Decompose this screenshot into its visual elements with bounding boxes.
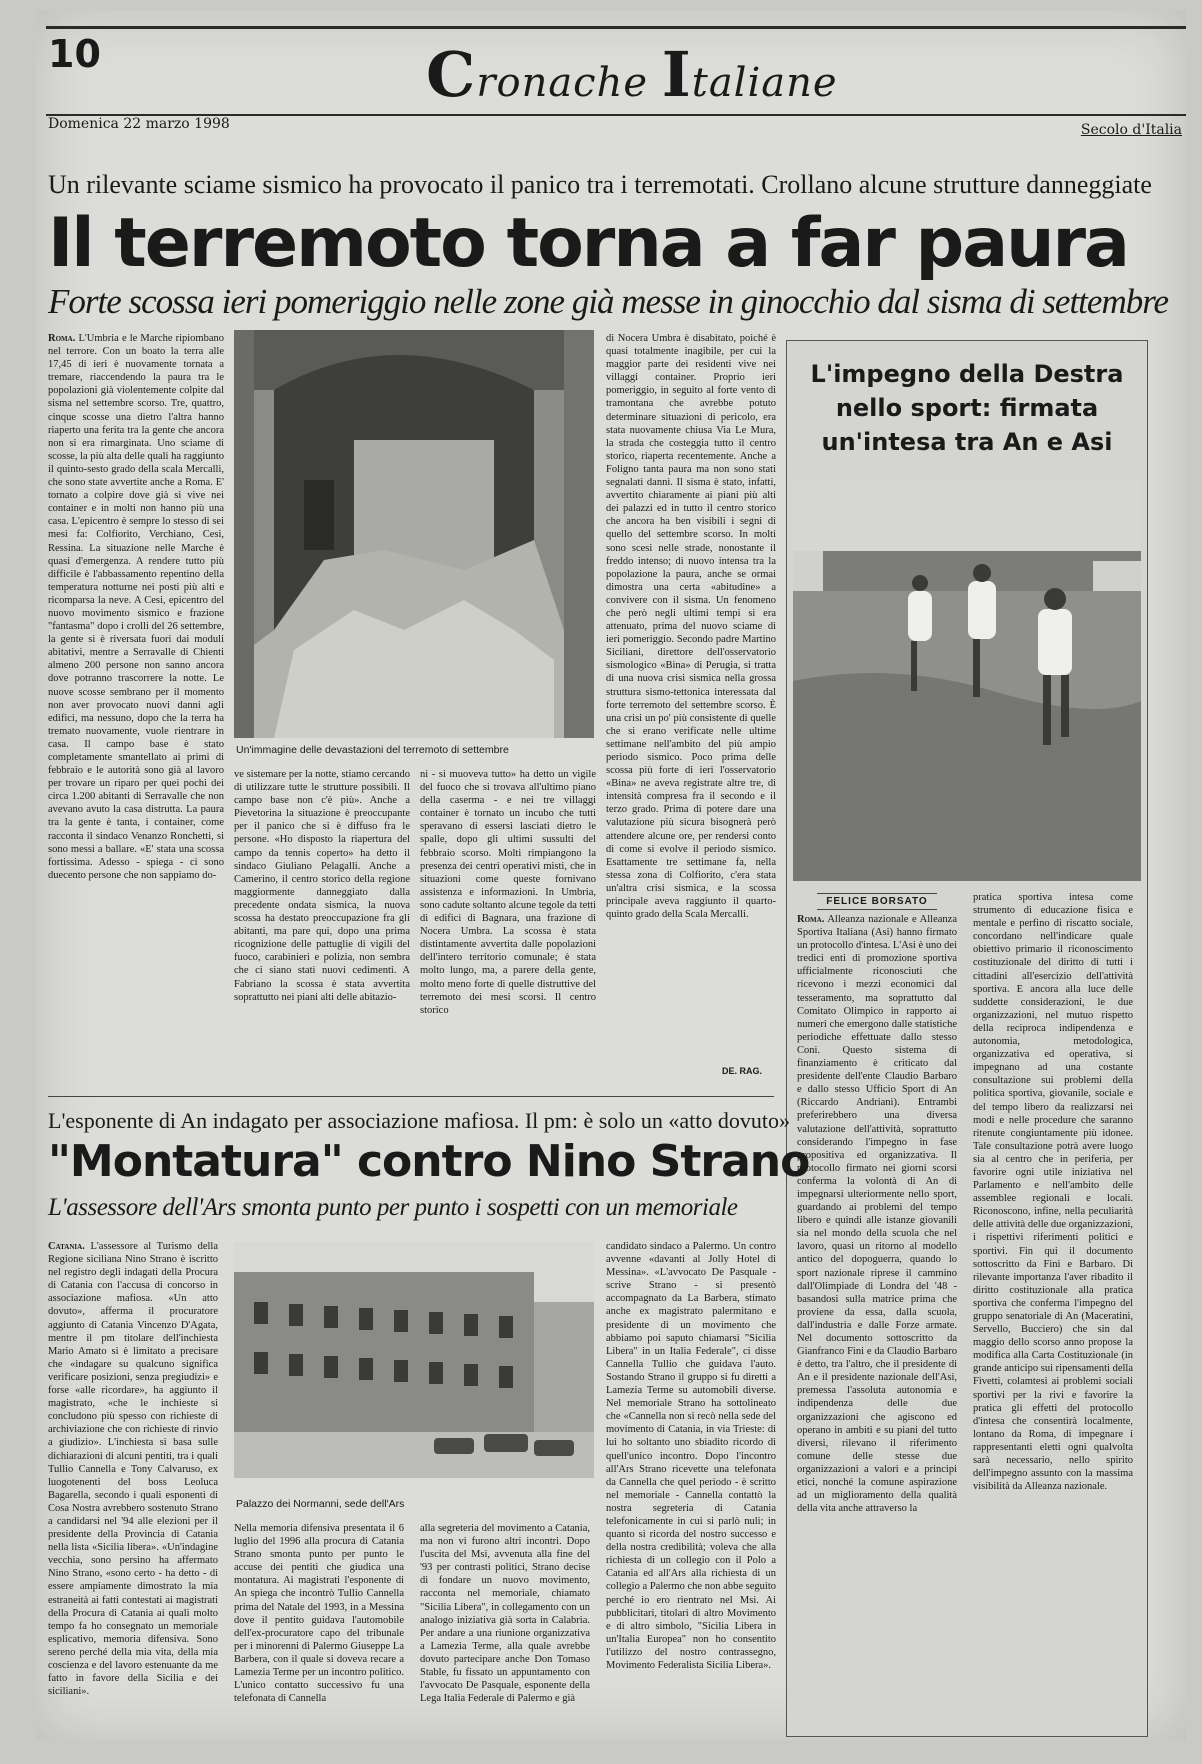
page-number: 10	[48, 32, 101, 76]
palazzo-photo-illustration	[234, 1242, 594, 1478]
sidebar-column-1-text: Alleanza nazionale e Alleanza Sportiva Italiana (Asi) hanno firmato un protocollo d'intesa. L'Asi è uno dei tredici enti di promozione sportiva ufficialmente riconosciuti che ricevono i mezzi economici dal tesseramento, ma soprattutto dal Comitato Olimpico in rapporto ai numeri che emergono dalle statistiche periodiche effettuate dallo stesso Coni. Questo sistema di finanziamento è criticato dal presidente dell'ente Claudio Barbaro e dallo stesso Ufficio Sport di An (Riccardo Andriani). Entrambi preferirebbero una diversa valutazione dell'attività, soprattutto considerando l'impegno in fase propositiva ed organizzativa. Il protocollo firmato nei giorni scorsi conferma la volontà di An di impegnarsi ulteriormente nello sport, guardando ai problemi del tempo libero e quindi alle istanze giovanili sia nel mondo della scuola che nel lavoro, quasi un ritorno al modello antico del dopoguerra, quando lo sport nazionale riprese il cammino dall'Olimpiade di Londra del '48 - basandosi sulla matrice prima che proviene da essa, dalla scuola, dall'industria e dalle Forze armate. Nel documento sottoscritto da Gianfranco Fini e da Claudio Barbaro è detto, tra l'altro, che il presidente di An e il presidente nazionale dell'Asi, premessa l'assoluta autonomia e indipendenza delle due organizzazioni che agiscono ed operano in ambiti e su piani del tutto diversi, rilevano il riferimento comune delle stesse due organizzazioni a valori e a principi etici, nonché la comune aspirazione ad un miglioramento della qualità della vita anche attraverso la	[797, 914, 957, 1515]
article2-column-4: candidato sindaco a Palermo. Un contro avvenne «davanti al Jolly Hotel di Messina». «L'avvocato De Pasquale - scrive Strano - si presentò accompagnato da La Barbera, stimato anche ex magistrato palermitano e presidente di un movimento che abbiamo poi saputo chiamarsi "Sicilia Libera" in un Italia Federale", ci disse Cannella Tullio che guidava l'auto. Sostando Strano il gruppo si fu diretti a Lamezia Terme su automobili diverse. Nel memoriale Strano ha sottolineato che «Cannella non si recò nella sede del movimento di Catania, in via Trieste: di lui ho soltanto uno sbiadito ricordo di quell'unico incontro. Dopo l'incontro all'Ars Strano ricevette una telefonata da Cannella che quel periodo - è scritto nel memoriale - Cannella contattò la nostra segreteria di Catania telefonicamente in cui si parlò nuli; in quanto si ricorda del nostro successo e della nostra credibilità; voleva che alla richiesta di un collegio con il Polo a Catania ed all'Ars alla richiesta di un collegio a Palermo che non abbe seguito perché io ero rientrato nel Msi. Ai pubblicitari, titolari di altro Movimento e di altro simbolo, "Sicilia Libera in un'Italia Europea" non ho consentito l'utilizzo del nostro contrassegno, Movimento Federalista Sicilia Libera».	[606, 1241, 776, 1671]
article1-photo-rubble	[234, 330, 594, 738]
sidebar-headline: L'impegno della Destra nello sport: firmata un'intesa tra An e Asi	[810, 360, 1124, 456]
newspaper-page	[36, 10, 1186, 1740]
article1-column-2: ve sistemare per la notte, stiamo cercando di utilizzare tutte le strutture possibili. Il campo base non c'è più». Anche a Pievetorina la situazione è preoccupante per il panico che si è diffuso fra le persone. «Ho disposto la riapertura del campo da tennis coperto» ha detto il sindaco Giuliano Pelagalli. Anche a Camerino, il centro storico della regione maggiormente danneggiato dalla precedente ondata sismica, la nuova scossa ha destato preoccupazione fra gli abitanti, ma pare qui, dopo una prima ricognizione delle pattuglie di vigili del fuoco, carabinieri e polizia, non sembra che ci siano stati nuovi cedimenti. A Fabriano la scossa è stata avvertita soprattutto nei piani alti delle abitazio-	[234, 769, 410, 1003]
article1-column-4: di Nocera Umbra è disabitato, poiché è quasi totalmente inagibile, per cui la maggior parte dei residenti vive nei villaggi container. Proprio ieri pomeriggio, in seguito al forte vento di tramontana che avrebbe potuto determinare situazioni di pericolo, era stata nuovamente chiusa Via Le Mura, la strada che costeggia tutto il centro storico, riaperta recentemente. Anche a Foligno tanta paura ma non sono stati segnalati danni. Il sisma è stato, infatti, avvertito chiaramente ai piani più alti dei palazzi ed in tutto il centro storico che ancora ha ben visibili i segni di quello del settembre scorso. In molti sono scesi nelle strade, nonostante il freddo intenso; di nuovo intensa tra la popolazione la paura, anche se ormai dimostra una certa «abitudine» a convivere con il sisma. Un fenomeno che però negli ultimi tempi si era attenuato, prima del nuovo sciame di ieri pomeriggio. Secondo padre Martino Siciliani, direttore dell'osservatorio sismologico «Bina» di Perugia, si tratta di una nuova crisi sismica nella grossa struttura sismo-tettonica interessata dal forte terremoto del settembre scorso. È una crisi un po' più consistente di quelle che si erano verificate nelle ultime settimane nell'ambito del più ampio periodo sismico. Poco prima delle scossa più forte di ieri l'osservatorio «Bina» ne aveva registrate altre tre, di intensità compresa fra il secondo e il terzo grado. Prima di potere dare una valutazione più sicura bisognerà però attendere alcune ore, per rendersi conto di come si evolve il periodo sismico. Esattamente tre settimane fa, nella stessa zona di Colfiorito, c'era stata un'altra crisi sismica, e la scossa principale aveva raggiunto il quarto-quinto grado della Scala Mercalli.	[606, 333, 776, 921]
sidebar-sport-article	[786, 340, 1148, 1737]
article1-headline: Il terremoto torna a far paura	[48, 204, 1128, 283]
article2-column-1-text: L'assessore al Turismo della Regione siciliana Nino Strano è iscritto nel registro degli indagati della Procura di Catania con l'accusa di concorso in associazione mafiosa. «Un atto dovuto», afferma il procuratore aggiunto di Catania Vincenzo D'Agata, mentre il pm titolare dell'inchiesta Mario Amato si è limitato a precisare che «indagare su qualcuno significa verificare posizioni, senza pregiudizi» e forse «alle ricordare», ha aggiunto il magistrato, «che le inchieste si concludono più spesso con richieste di archiviazione che con richieste di rinvio a giudizio». L'inchiesta si basa sulle dichiarazioni di alcuni pentiti, tra i quali Tullio Cannella e Tony Calvaruso, ex luogotenenti del boss Leoluca Bagarella, secondo i quali esponenti di Cosa Nostra avrebbero sostenuto Strano a candidarsi nel '94 alle elezioni per il presidente della Provincia di Catania nella lista «Sicilia libera». «Un'indagine vecchia, sono persino ha affermato Nino Strano, «sono certo - ha detto - di essere ampiamente dimostrato la mia estraneità ai fatti contestati ai magistrati della Procura di Catania ai quali molto tempo fa ho consegnato un memoriale esplicativo, memoria difensiva. Sono sereno perché della mia vita, della mia coscienza e del lavoro estenuante da me fatto in favore della Sicilia e dei siciliani».	[48, 1241, 218, 1698]
section-title-initial-i: I	[661, 38, 692, 111]
article1-column-1-text: L'Umbria e le Marche ripiombano nel terrore. Con un boato la terra alle 17,45 di ieri è nuovamente tornata a tremare, riaccendendo la paura tra le popolazioni già violentemente colpite dal sisma nel settembre scorso. Tre, quattro, cinque scosse una dietro l'altra hanno riaperto una ferita tra la gente che ancora non si era rimarginata. Uno sciame di scosse, la più alta delle quali ha raggiunto il quinto-sesto grado della scala Mercalli, che sono state avvertite anche a Roma. E' tornato a colpire dove già si vive nei container e in molti non hanno più una casa. L'epicentro è sempre lo stesso di sei mesi fa: Colfiorito, Verchiano, Cesi, Ressina. La situazione nelle Marche è quasi d'emergenza. A rendere tutto più difficile è l'abbassamento repentino della temperatura notturne nei posti più alti e ricomparsa la neve. A Cesi, epicentro del nuovo movimento sismico e frazione "fantasma" dopo i crolli del 26 settembre, la gente si è riversata fuori dai moduli abitativi, mentre a Serravalle di Chienti almeno 200 persone non sanno ancora dove potranno trascorrere la notte. Le nuove scosse sembrano per il momento non aver provocato nuovi danni agli edifici, ma nessuno, dopo che la terra ha tremato nuovamente, vuole rientrare in casa. Il campo base è stato completamente smantellato ai primi di febbraio e le autorità sono già al lavoro per trovare un riparo per quei pochi dei circa 1.200 abitanti di Serravalle che non avevano avuto la casa distrutta. La paura tra la gente è tanta, i container, come racconta il sindaco Venanzo Ronchetti, si sono messi a ballare. «E' stata una scossa fortissima. Adesso - spiega - ci sono duecento persone che non sappiamo do-	[48, 333, 224, 881]
article1-photo-caption: Un'immagine delle devastazioni del terremoto di settembre	[236, 744, 509, 756]
article-separator-rule	[48, 1096, 774, 1097]
article2-column-2: Nella memoria difensiva presentata il 6 luglio del 1996 alla procura di Catania Strano smonta punto per punto le accuse dei pentiti che giudica una montatura. Ai magistrati l'esponente di An spiega che incontrò Tullio Cannella prima del Natale del 1993, in a Messina dove il pentito guidava l'automobile dell'ex-procuratore capo del tribunale per i minorenni di Palermo Giuseppe La Barbera, con il quale si doveva recare a Lamezia Terme per un incontro politico. L'unico contatto successivo fu una telefonata di Cannella	[234, 1523, 404, 1705]
article1-kicker: Un rilevante sciame sismico ha provocato il panico tra i terremotati. Crollano alcune strutture danneggiate	[48, 170, 1152, 199]
newspaper-masthead: Secolo d'Italia	[1080, 122, 1182, 138]
article2-photo-caption: Palazzo dei Normanni, sede dell'Ars	[236, 1498, 405, 1510]
section-title	[426, 38, 838, 111]
section-title-word-2: taliane	[691, 60, 838, 106]
article2-kicker: L'esponente di An indagato per associazione mafiosa. Il pm: è solo un «atto dovuto»	[48, 1108, 791, 1133]
article2-column-1	[48, 1240, 218, 1730]
article1-column-1	[48, 332, 224, 1072]
article2-subhead: L'assessore dell'Ars smonta punto per punto i sospetti con un memoriale	[48, 1194, 738, 1221]
sidebar-column-1	[797, 913, 957, 1731]
section-title-initial-c: C	[426, 38, 477, 111]
header-top-rule	[46, 26, 1186, 29]
article1-signature: DE. RAG.	[722, 1066, 763, 1076]
article2-headline: "Montatura" contro Nino Strano	[48, 1136, 810, 1187]
article1-subhead: Forte scossa ieri pomeriggio nelle zone già messe in ginocchio dal sisma di settembre	[48, 282, 1169, 321]
sidebar-dateline: Roma.	[797, 914, 825, 925]
sidebar-byline: FELICE BORSATO	[817, 893, 937, 910]
sidebar-photo-runners	[793, 481, 1141, 881]
article1-column-3: ni - si muoveva tutto» ha detto un vigile del fuoco che si trovava all'ultimo piano della caserma - e nei tre villaggi container è tornato un incubo che tutti speravano di essersi lasciati dietro le spalle, dopo gli ultimi sussulti del febbraio scorso. Molti rimpiangono la presenza dei centri operativi misti, che in situazioni come queste fornivano assistenza e informazioni. In Umbria, sono cadute soltanto alcune tegole da tetti di edifici di Bagnara, una frazione di Nocera Umbra. La scossa è stata distintamente avvertita dalle popolazioni dell'intero territorio comunale; è stata molto lungo, ma, a parere della gente, molto meno forte di quelle distruttive del terremoto dei mesi scorsi. Il centro storico	[420, 769, 596, 1016]
article2-photo-palazzo	[234, 1242, 594, 1478]
section-title-word-1: ronache	[476, 60, 662, 106]
issue-date: Domenica 22 marzo 1998	[48, 116, 230, 132]
article2-column-3: alla segreteria del movimento a Catania, ma non vi furono altri incontri. Dopo l'uscita del Msi, avvenuta alla fine del '93 per contrasti politici, Strano decise di fondare un nuovo movimento, racconta nel memoriale, chiamato "Sicilia Libera", in collegamento con un analogo iniziativa già sorta in Calabria. Per andare a una riunione organizzativa a Lamezia Terme, alla quale avrebbe dovuto partecipare anche Don Tomaso Stable, fu fissato un appuntamento con l'avvocato De Pasquale, esponente della Lega Italia Federale di Palermo e già	[420, 1523, 590, 1705]
runners-photo-illustration	[793, 481, 1141, 881]
sidebar-column-2: pratica sportiva intesa come strumento di educazione fisica e mentale e perfino di riscatto sociale, concordano nell'indicare quale obiettivo primario il riconoscimento costituzionale del diritto di tutti i cittadini all'esercizio dell'attività sportiva. E ancora alla luce delle suddette considerazioni, le due organizzazioni, nel mutuo rispetto della reciproca indipendenza e autonomia, metodologica, organizzativa ed operativa, si impegnano ad una costante consultazione sui problemi della politica sportiva, giovanile, sociale e del tempo libero da realizzarsi nei modi e nelle procedure che saranno ritenute congiuntamente più idonee. Tale consultazione potrà avere luogo sia al centro che in periferia, per favorire ogni utile iniziativa nel Parlamento e nell'ambito delle assemblee regionali e locali. Riconoscono, infine, nella peculiarità delle attività delle due organizzazioni, i rispettivi riferimenti politici e sportivi. Fin qui il documento sottoscritto da Fini e Barbaro. Di rilevante importanza l'aver ribadito il diritto costituzionale alla pratica sportiva che conferma l'impegno del gruppo senatoriale di An (Maceratini, Servello, Bucciero) che sin dal maggio dello scorso anno propose la modifica alla Carta Costituzionale (in grande anticipo sui ripensamenti della Fivetti, colamtesi ai problemi sociali sportivi per la rivi e favorire la pratica gli effetti del protocollo d'intesa che consentirà localmente, lontano da Roma, di impegnare i rappresentanti eletti ogni qualvolta sarà necessario, nello spirito dell'impegno assunto con la massima visibilità da Alleanza nazionale.	[973, 892, 1133, 1493]
article2-dateline: Catania.	[48, 1241, 85, 1252]
rubble-photo-illustration	[234, 330, 594, 738]
article1-dateline: Roma.	[48, 333, 76, 344]
